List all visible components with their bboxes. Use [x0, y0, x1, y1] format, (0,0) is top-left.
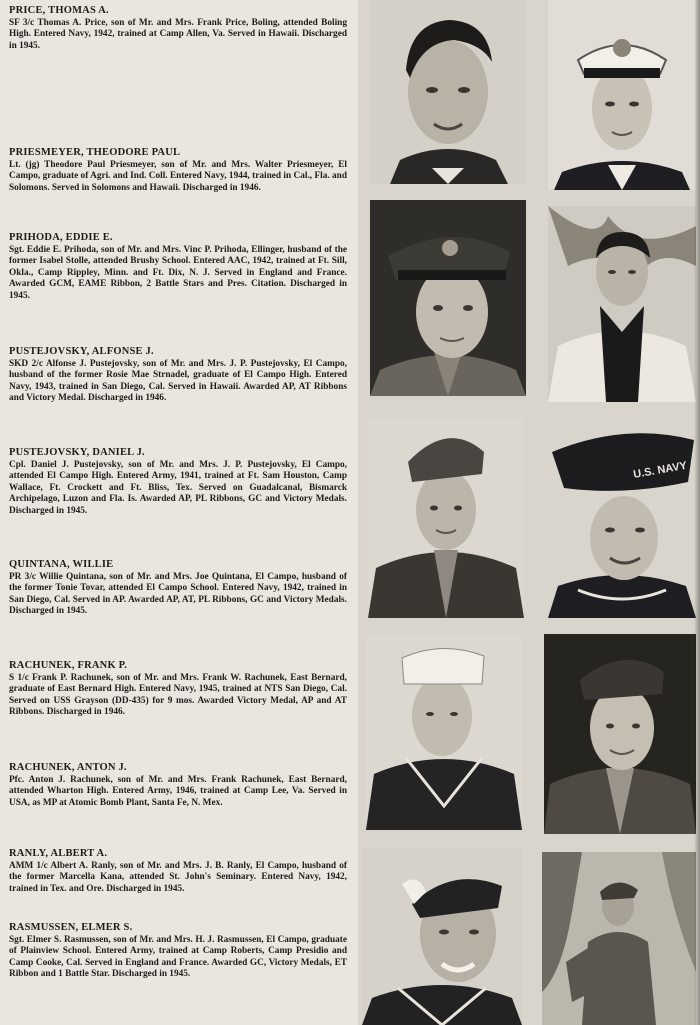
portrait-photo	[548, 206, 696, 402]
cap-band-text: U.S. NAVY	[632, 459, 688, 481]
entry-price	[9, 5, 347, 52]
portrait-photo	[544, 634, 696, 834]
entry-bio: Pfc. Anton J. Rachunek, son of Mr. and Mrs. Frank Rachunek, East Bernard, attended Wharton High. Entered Army, 1946, trained at Camp Lee, Va. Served in USA, as MP at Atomic Bomb Plant, Santa Fe, N. Mex.	[9, 775, 347, 808]
entry-name: PUSTEJOVSKY, ALFONSE J.	[9, 346, 154, 357]
entry-bio: SKD 2/c Alfonse J. Pustejovsky, son of Mr. and Mrs. J. P. Pustejovsky, El Campo, husband of the former Rosie Mae Strnadel, graduate of El Campo High. Entered Navy, 1943, trained in San Diego, Cal. Served in Hawaii. Awarded AP, AT Ribbons and Victory Medal. Discharged in 1946.	[9, 359, 347, 404]
portrait-photo	[368, 418, 524, 618]
portrait-photo	[542, 852, 696, 1025]
entry-bio: S 1/c Frank P. Rachunek, son of Mr. and Mrs. Frank W. Rachunek, East Bernard, graduate of East Bernard High. Entered Navy, 1945, trained at NTS San Diego, Cal. Served on USS Grayson (DD-435) for 9 mos. Awarded Victory Medal, AP and AT Ribbons. Discharged in 1946.	[9, 673, 347, 718]
entry-name: PRICE, THOMAS A.	[9, 5, 109, 16]
entry-bio: Sgt. Elmer S. Rasmussen, son of Mr. and Mrs. H. J. Rasmussen, El Campo, graduate of Plainview School. Entered Army, trained at Camp Roberts, Camp Presidio and Camp Cooke, Cal. Served in England and France. Awarded GC, Victory Medals, ET Ribbon and 1 Battle Star. Discharged in 1945.	[9, 935, 347, 980]
entry-bio: Lt. (jg) Theodore Paul Priesmeyer, son of Mr. and Mrs. Walter Priesmeyer, El Campo, graduate of Agri. and Ind. Coll. Entered Navy, 1944, trained in Cal., Fla. and Solomons. Served in Solomons and Hawaii. Discharged in 1946.	[9, 160, 347, 193]
portrait-photo	[370, 0, 526, 184]
entry-prihoda	[9, 232, 347, 302]
entry-bio: Cpl. Daniel J. Pustejovsky, son of Mr. and Mrs. J. P. Pustejovsky, El Campo, attended El Campo High. Entered Army, 1941, trained at Ft. Sam Houston, Camp Wallace, Ft. Crockett and Ft. Bliss, Tex. Served on Guadalcanal, Bismarck Archipelago, Luzon and Fla. Is. Awarded AP, PL Ribbons, GC and Victory Medals. Discharged in 1945.	[9, 460, 347, 516]
page-edge-shadow	[694, 0, 700, 1025]
entry-name: PUSTEJOVSKY, DANIEL J.	[9, 447, 145, 458]
entry-bio: PR 3/c Willie Quintana, son of Mr. and Mrs. Joe Quintana, El Campo, husband of the former Tonie Tovar, attended El Campo School. Entered Navy, 1942, trained in San Diego, Cal. Served in AP. Awarded AP, AT, PL Ribbons, GC and Victory Medals. Discharged in 1945.	[9, 572, 347, 617]
entry-name: PRIESMEYER, THEODORE PAUL	[9, 147, 181, 158]
portrait-column	[358, 0, 700, 1025]
portrait-photo	[366, 634, 522, 830]
portrait-photo	[370, 200, 526, 396]
entry-rasmussen	[9, 922, 347, 981]
entry-pustejovsky-daniel	[9, 447, 347, 517]
entry-name: PRIHODA, EDDIE E.	[9, 232, 113, 243]
portrait-photo	[548, 418, 696, 618]
portrait-photo	[548, 0, 696, 190]
entry-name: RACHUNEK, FRANK P.	[9, 660, 128, 671]
entry-name: RANLY, ALBERT A.	[9, 848, 108, 859]
entry-name: RASMUSSEN, ELMER S.	[9, 922, 133, 933]
entry-priesmeyer	[9, 147, 347, 194]
entry-name: QUINTANA, WILLIE	[9, 559, 114, 570]
entry-name: RACHUNEK, ANTON J.	[9, 762, 127, 773]
entry-rachunek-frank	[9, 660, 347, 719]
entry-bio: SF 3/c Thomas A. Price, son of Mr. and Mrs. Frank Price, Boling, attended Boling High. Entered Navy, 1942, trained at Camp Allen, Va. Served in Hawaii. Discharged in 1945.	[9, 18, 347, 51]
entry-quintana	[9, 559, 347, 618]
entry-bio: AMM 1/c Albert A. Ranly, son of Mr. and Mrs. J. B. Ranly, El Campo, husband of the former Marcella Kana, attended St. John's Seminary. Entered Navy, 1942, trained in Tex. and Ore. Discharged in 1945.	[9, 861, 347, 894]
entry-rachunek-anton	[9, 762, 347, 809]
entry-pustejovsky-alfonse	[9, 346, 347, 405]
entry-bio: Sgt. Eddie E. Prihoda, son of Mr. and Mrs. Vinc P. Prihoda, Ellinger, husband of the former Isabel Stolle, attended Brushy School. Entered AAC, 1942, trained at Ft. Sill, Okla., Camp Rippley, Minn. and Ft. Dix, N. J. Served in England and France. Awarded GCM, EAME Ribbon, 2 Battle Stars and Pres. Citation. Discharged in 1945.	[9, 245, 347, 301]
entry-ranly	[9, 848, 347, 895]
portrait-photo	[362, 848, 522, 1025]
